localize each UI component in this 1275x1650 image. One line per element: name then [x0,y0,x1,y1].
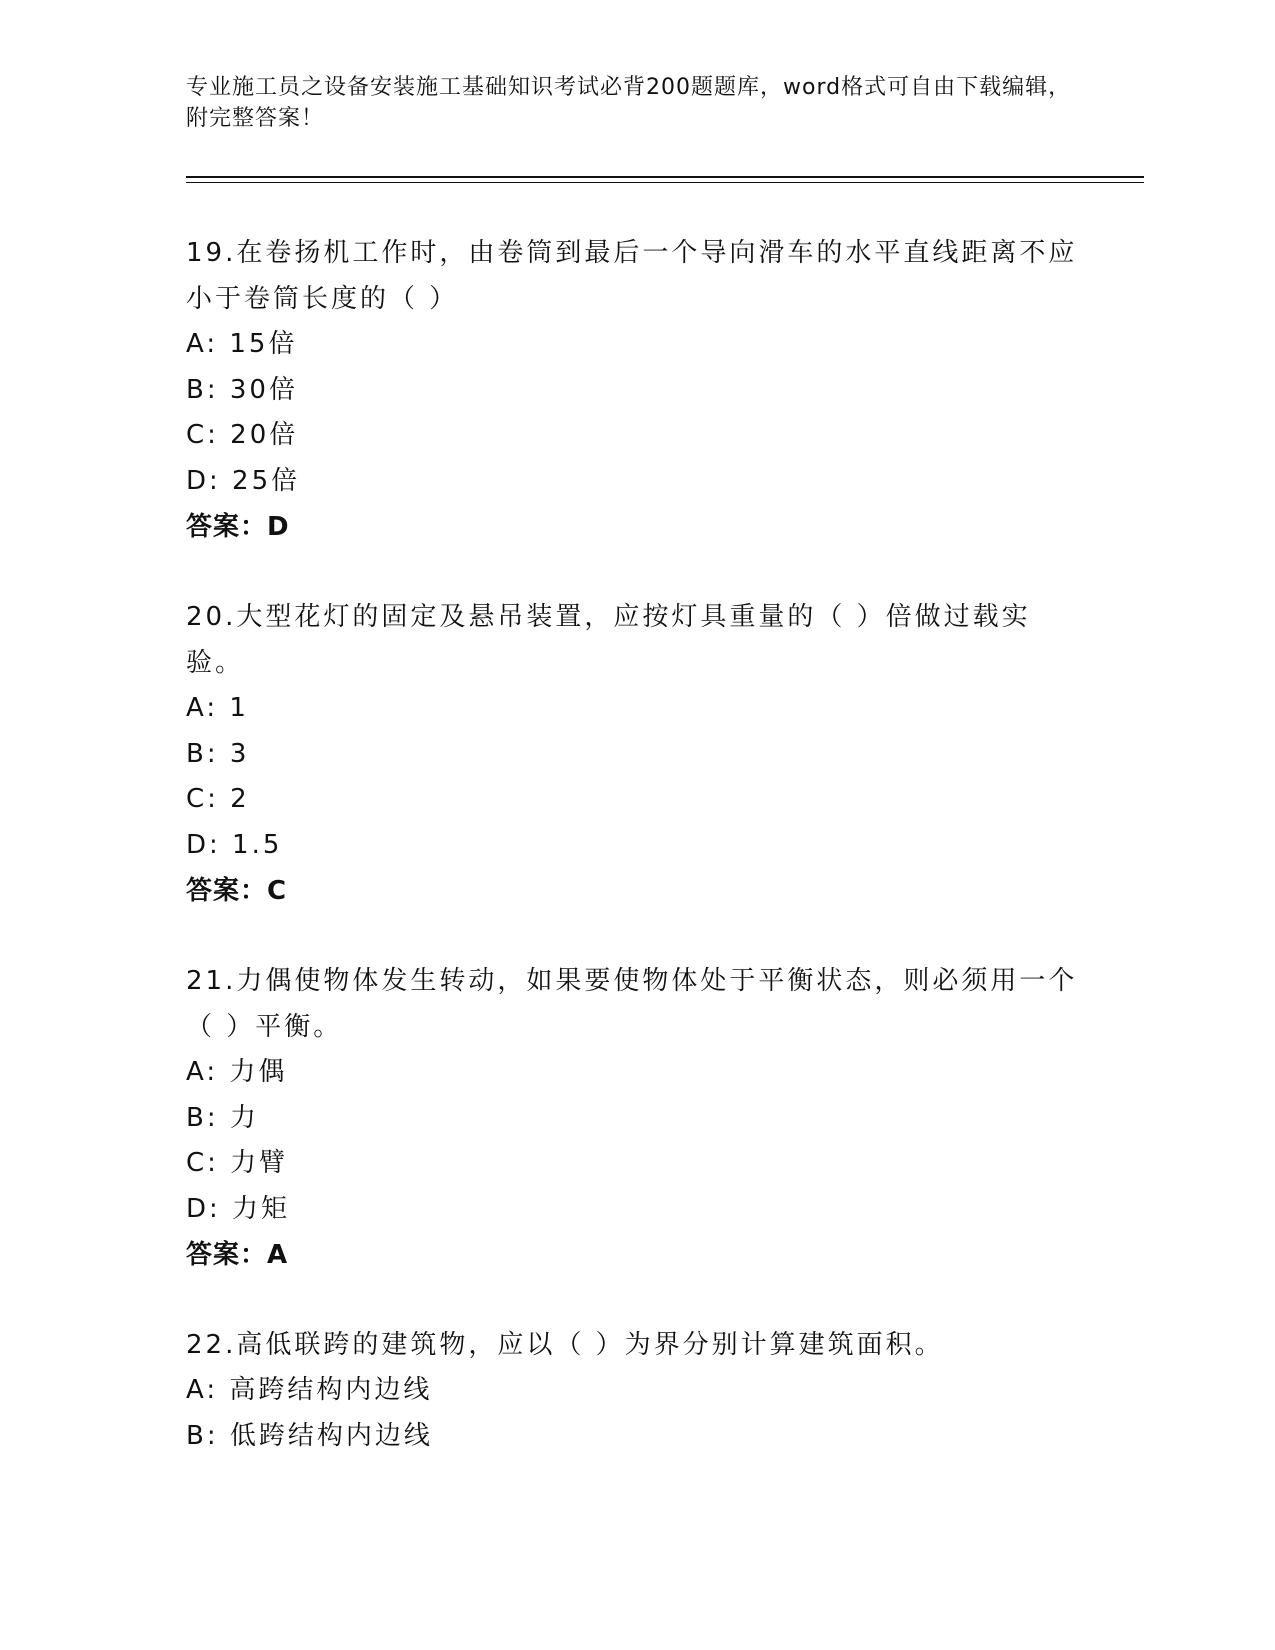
question-22 [186,1322,1086,1459]
question-21 [186,958,1086,1278]
answer: 答案：C [186,876,288,906]
question-list [186,230,1086,1503]
header-divider-thin [186,182,1144,183]
question-20 [186,594,1086,914]
answer: 答案：A [186,1240,289,1270]
question-text: 20.大型花灯的固定及悬吊装置，应按灯具重量的（ ）倍做过载实验。 [186,602,1031,678]
option-b: B: 3 [186,738,250,769]
option-a: A: 1 [186,693,249,723]
option-a: A: 15倍 [186,329,298,359]
answer: 答案：D [186,512,290,542]
option-b: B: 30倍 [186,374,298,405]
question-text: 19.在卷扬机工作时，由卷筒到最后一个导向滑车的水平直线距离不应小于卷筒长度的（ ） [186,238,1078,314]
question-text: 22.高低联跨的建筑物，应以（ ）为界分别计算建筑面积。 [186,1330,944,1360]
option-b: B: 低跨结构内边线 [186,1420,433,1451]
option-c: C: 2 [186,784,250,814]
header-divider [186,176,1144,178]
page-header: 专业施工员之设备安装施工基础知识考试必背200题题库，word格式可自由下载编辑，附完整答案！ [186,75,1072,131]
option-d: D: 25倍 [186,465,301,496]
option-b: B: 力 [186,1102,259,1133]
option-a: A: 力偶 [186,1057,288,1087]
question-text: 21.力偶使物体发生转动，如果要使物体处于平衡状态，则必须用一个（ ）平衡。 [186,966,1078,1042]
option-d: D: 1.5 [186,829,283,860]
option-c: C: 力臂 [186,1148,289,1178]
option-c: C: 20倍 [186,420,299,450]
option-d: D: 力矩 [186,1193,291,1224]
option-a: A: 高跨结构内边线 [186,1375,433,1405]
question-19 [186,230,1086,550]
